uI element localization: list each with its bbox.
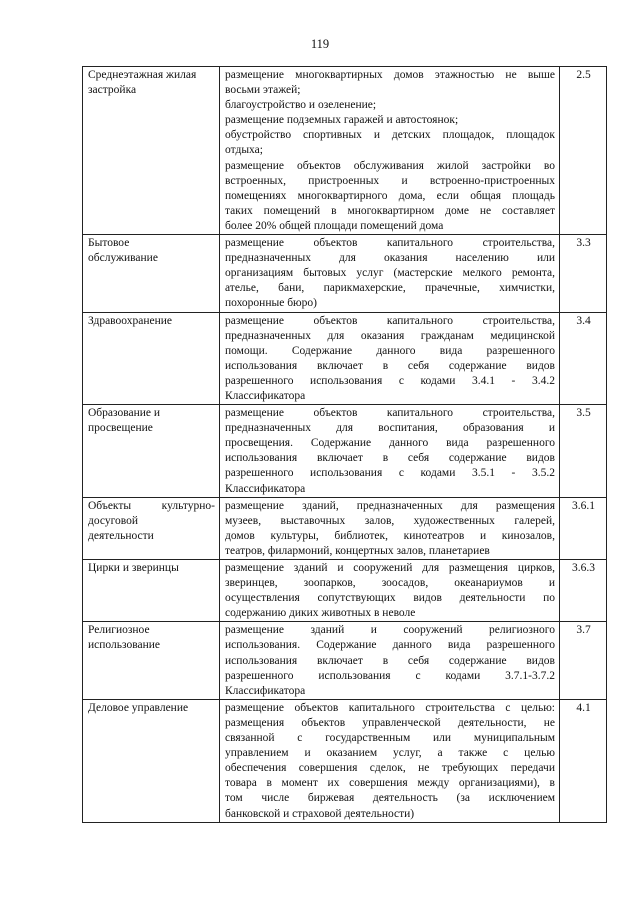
use-description-line: восьми этажей; bbox=[225, 84, 301, 97]
use-type-name-cell bbox=[83, 622, 220, 699]
use-description-cell bbox=[220, 699, 560, 822]
use-description-line: размещение подземных гаражей и автостоянок; bbox=[225, 114, 459, 127]
use-type-name-line: Среднеэтажная жилая bbox=[88, 69, 197, 81]
use-description-line: размещение зданий, предназначенных для размещения bbox=[225, 499, 555, 512]
use-description-line: театров, филармоний, концертных залов, планетариев bbox=[225, 544, 490, 557]
use-description-cell bbox=[220, 235, 560, 312]
use-description-line: осуществления сопутствующих видов деятельности по bbox=[225, 592, 555, 605]
table-row bbox=[83, 405, 607, 498]
classifier-code-cell: 4.1 bbox=[560, 699, 607, 822]
classifier-code-cell: 3.5 bbox=[560, 405, 607, 498]
use-description-line: Классификатора bbox=[225, 482, 306, 495]
use-description-line: связанной с государственным или муниципальным bbox=[225, 732, 555, 745]
use-description-line: Классификатора bbox=[225, 389, 306, 402]
use-type-name-line: Объекты культурно- bbox=[88, 499, 215, 512]
use-description-cell bbox=[220, 622, 560, 699]
use-description-line: размещение объектов капитального строительства, bbox=[225, 237, 555, 250]
use-description-line: управлением и оказанием услуг, а также с целью bbox=[225, 747, 555, 760]
use-description-line: размещение зданий и сооружений для размещения цирков, bbox=[225, 562, 555, 574]
use-description-line: более 20% общей площади помещений дома bbox=[225, 219, 444, 232]
use-description-line: банковской и страховой деятельности) bbox=[225, 807, 415, 820]
use-description-line: размещение объектов обслуживания жилой застройки во bbox=[225, 159, 555, 172]
use-description-line: разрешенного использования с кодами 3.5.1 - 3.5.2 bbox=[225, 467, 555, 480]
table-row bbox=[83, 312, 607, 405]
use-description-line: разрешенного использования с кодами 3.4.1 - 3.4.2 bbox=[225, 374, 555, 387]
use-description-line: встроенных, пристроенных и встроенно-пристроенных bbox=[225, 174, 555, 187]
use-description-line: отдыха; bbox=[225, 144, 263, 157]
use-type-name-line: досуговой bbox=[88, 514, 139, 527]
use-type-name-cell bbox=[83, 312, 220, 405]
use-description-line: зверинцев, зоопарков, зоосадов, океанариумов и bbox=[225, 577, 555, 590]
use-description-line: музеев, выставочных залов, художественных галерей, bbox=[225, 514, 555, 527]
table-row bbox=[83, 67, 607, 235]
use-description-line: содержанию диких животных в неволе bbox=[225, 607, 416, 620]
use-description-cell bbox=[220, 560, 560, 622]
use-description-cell bbox=[220, 312, 560, 405]
use-description-line: помещениях многоквартирного дома, если общая площадь bbox=[225, 189, 555, 202]
use-type-name-cell bbox=[83, 235, 220, 312]
use-type-name-cell bbox=[83, 497, 220, 559]
use-type-name-line: Бытовое bbox=[88, 237, 130, 250]
land-use-table bbox=[82, 66, 607, 823]
use-type-name-cell bbox=[83, 560, 220, 622]
use-description-line: том числе биржевая деятельность (за исключением bbox=[225, 792, 555, 805]
table-row bbox=[83, 622, 607, 699]
use-description-line: обустройство спортивных и детских площадок, площадок bbox=[225, 129, 555, 142]
use-type-name-line: деятельности bbox=[88, 529, 154, 542]
use-description-line: организациям бытовых услуг (мастерские мелкого ремонта, bbox=[225, 267, 555, 280]
use-description-line: размещение объектов капитального строительства, bbox=[225, 314, 555, 327]
classifier-code-cell: 2.5 bbox=[560, 67, 607, 235]
use-description-cell bbox=[220, 405, 560, 498]
table-row bbox=[83, 235, 607, 312]
use-description-line: обеспечения совершения сделок, не требующих передачи bbox=[225, 762, 555, 775]
table-row bbox=[83, 560, 607, 622]
use-type-name-line: использование bbox=[88, 639, 161, 652]
use-type-name-line: Деловое управление bbox=[88, 701, 189, 714]
use-type-name-cell bbox=[83, 67, 220, 235]
use-description-line: использования включает в себя содержание видов bbox=[225, 654, 555, 667]
use-description-line: предназначенных для оказания населению или bbox=[225, 252, 555, 265]
use-description-line: предназначенных для оказания гражданам медицинской bbox=[225, 329, 555, 342]
use-type-name-line: Цирки и зверинцы bbox=[88, 562, 179, 574]
use-description-line: использования включает в себя содержание видов bbox=[225, 452, 555, 465]
use-description-line: домов культуры, библиотек, кинотеатров и кинозалов, bbox=[225, 529, 555, 542]
use-description-line: благоустройство и озеленение; bbox=[225, 99, 377, 112]
use-description-cell bbox=[220, 497, 560, 559]
use-type-name-line: Религиозное bbox=[88, 624, 150, 637]
use-description-line: размещение объектов капитального строительства с целью: bbox=[225, 701, 555, 714]
use-description-line: размещение зданий и сооружений религиозного bbox=[225, 624, 555, 637]
use-description-line: таких помещений в многоквартирном доме не составляет bbox=[225, 204, 555, 217]
table-row bbox=[83, 699, 607, 822]
use-description-line: использования. Содержание данного вида разрешенного bbox=[225, 639, 555, 652]
classifier-code-cell: 3.7 bbox=[560, 622, 607, 699]
use-description-line: размещение объектов капитального строительства, bbox=[225, 407, 555, 420]
use-description-line: предназначенных для воспитания, образования и bbox=[225, 422, 555, 435]
use-description-line: размещения объектов управленческой деятельности, не bbox=[225, 716, 555, 729]
use-description-line: товара в момент их совершения между организациями), в bbox=[225, 777, 555, 790]
use-type-name-line: Здравоохранение bbox=[88, 314, 173, 327]
use-type-name-line: застройка bbox=[88, 84, 137, 97]
use-description-line: ателье, бани, парикмахерские, прачечные, химчистки, bbox=[225, 282, 555, 295]
use-description-line: разрешенного использования с кодами 3.7.1-3.7.2 bbox=[225, 669, 555, 682]
classifier-code-cell: 3.3 bbox=[560, 235, 607, 312]
use-type-name-line: Образование и bbox=[88, 407, 161, 420]
classifier-code-cell: 3.6.3 bbox=[560, 560, 607, 622]
use-type-name-cell bbox=[83, 699, 220, 822]
use-description-line: использования включает в себя содержание видов bbox=[225, 359, 555, 372]
table-body bbox=[83, 67, 607, 823]
use-type-name-cell bbox=[83, 405, 220, 498]
use-description-line: помощи. Содержание данного вида разрешенного bbox=[225, 344, 555, 357]
use-description-line: просвещения. Содержание данного вида разрешенного bbox=[225, 437, 555, 450]
use-description-line: Классификатора bbox=[225, 684, 306, 697]
use-description-line: размещение многоквартирных домов этажностью не выше bbox=[225, 69, 555, 81]
use-description-line: похоронные бюро) bbox=[225, 297, 317, 310]
page-number: 119 bbox=[310, 37, 330, 51]
use-type-name-line: просвещение bbox=[88, 422, 153, 435]
classifier-code-cell: 3.4 bbox=[560, 312, 607, 405]
use-type-name-line: обслуживание bbox=[88, 252, 158, 265]
table-row bbox=[83, 497, 607, 559]
classifier-code-cell: 3.6.1 bbox=[560, 497, 607, 559]
use-description-cell bbox=[220, 67, 560, 235]
